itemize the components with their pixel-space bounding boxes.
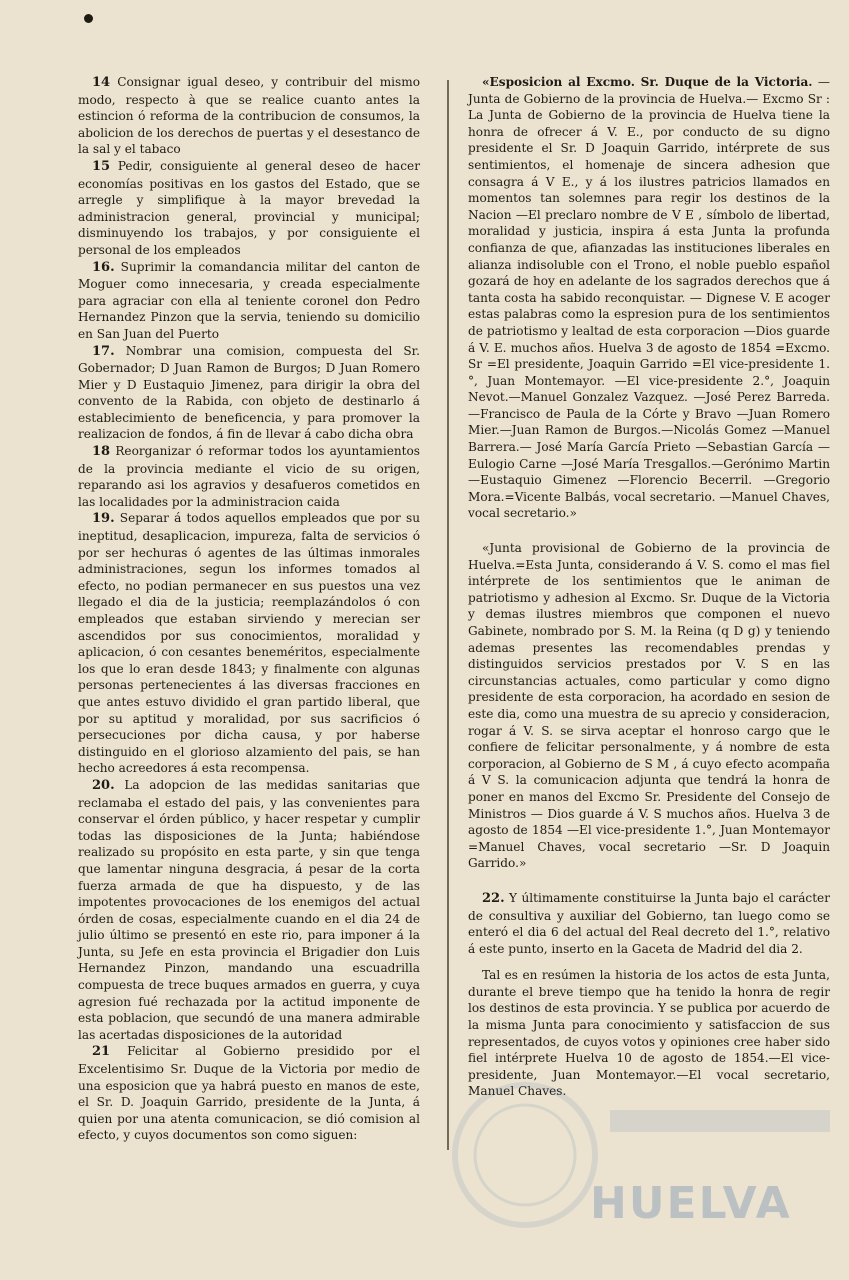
exposicion-body: —Junta de Gobierno de la provincia de Huelva.— Excmo Sr : La Junta de Gobierno de la provincia de Huelva tiene la honra de ofrecer á V. E., por conducto de su digno presidente el Sr. D Joaquin Garrido, intérprete de sus sentimientos, el homenaje de sincera adhesion que consagra á V E., y á los ilustres patricios llamados en momentos tan solemnes para regir los destinos de la Nacion —El preclaro nombre de V E , símbolo de libertad, moralidad y justicia, inspira á esta Junta la profunda confianza de que, afianzadas las instituciones liberales en alianza indisoluble con el Trono, el noble pueblo español gozará de hoy en adelante de los sagrados derechos que á tanta costa ha sabido reconquistar. — Dignese V. E acoger estas palabras como la espresion pura de los sentimientos de patriotismo y lealtad de esta corporacion —Dios guarde á V. E. muchos años. Huelva 3 de agosto de 1854 =Excmo. Sr =El presidente, Joaquin Garrido =El vice-presidente 1.°, Juan Montemayor. —El vice-presidente 2.°, Joaquin Nevot.—Manuel Gonzalez Vazquez. —José Perez Barreda.—Francisco de Paula de la Córte y Bravo —Juan Romero Mier.—Juan Ramon de Burgos.—Nicolás Gomez —Manuel Barrera.— José María García Prieto —Sebastian García —Eulogio Carne —José María Tresgallos.—Gerónimo Martin —Eustaquio Gimenez —Florencio Becerril. —Gregorio Mora.=Vicente Balbás, vocal secretario. —Manuel Chaves, vocal secretario.» xyxy=(468,75,830,521)
item-15: 15 Pedir, consiguiente al general deseo de hacer economías positivas en los gastos del Estado, que se arregle y simplifique à la mayor brevedad la administracion general, provincial y municipal; disminuyendo los trabajos, y por consiguiente el personal de los empleados xyxy=(78,158,420,257)
item-17: 17. Nombrar una comision, compuesta del Sr. Gobernador; D Juan Ramon de Burgos; D Juan Romero Mier y D Eustaquio Jimenez, para dirigir la obra del convento de la Rabida, con objeto de destinarlo á establecimiento de beneficencia, y para promover la realizacion de fondos, á fin de llevar á cabo dicha obra xyxy=(78,343,420,442)
closing-paragraph: Tal es en resúmen la historia de los actos de esta Junta, durante el breve tiempo que ha tenido la honra de regir los destinos de esta provincia. Y se publica por acuerdo de la misma Junta para conocimiento y satisfaccion de sus representados, de cuyos votos y opiniones cree haber sido fiel intérprete Huelva 10 de agosto de 1854.—El vice-presidente, Juan Montemayor.—El vocal secretario, Manuel Chaves. xyxy=(468,968,830,1099)
exposicion-heading: «Esposicion al Excmo. Sr. Duque de la Victoria. xyxy=(482,75,813,89)
item-19: 19. Separar á todos aquellos empleados que por su ineptitud, desaplicacion, impureza, falta de servicios ó por ser hechuras ó agentes de las últimas inmorales administraciones, segun los informes tomados al efecto, no podian permanecer en sus puestos una vez llegado el dia de la justicia; reemplazándolos ó con empleados que estaban sirviendo y merecian ser ascendidos por sus conocimientos, moralidad y aplicacion, ó con cesantes beneméritos, especialmente los que lo eran desde 1843; y finalmente con algunas personas pertenecientes á las diversas fracciones en que antes estuvo dividido el gran partido liberal, que por su aptitud y moralidad, por sus sacrificios ó persecuciones por dicha causa, y por haberse distinguido en el glorioso alzamiento del pais, se han hecho acreedores á esta recompensa. xyxy=(78,511,420,776)
exposicion-paragraph xyxy=(468,74,830,522)
ink-dot xyxy=(84,14,93,23)
left-column xyxy=(78,74,420,1144)
item-16: 16. Suprimir la comandancia militar del canton de Moguer como innecesaria, y creada especialmente para agraciar con ella al teniente coronel don Pedro Hernandez Pinzon que la servia, teniendo su domicilio en San Juan del Puerto xyxy=(78,259,420,341)
item-21: 21 Felicitar al Gobierno presidido por el Excelentisimo Sr. Duque de la Victoria por medio de una esposicion que ya habrá puesto en manos de este, el Sr. D. Joaquin Garrido, presidente de la Junta, á quien por una atenta comunicacion, se dió comision al efecto, y cuyos documentos son como siguen: xyxy=(78,1044,420,1143)
column-divider xyxy=(447,80,449,1150)
item-18: 18 Reorganizar ó reformar todos los ayuntamientos de la provincia mediante el vicio de su origen, reparando asi los agravios y desafueros cometidos en las localidades por la administracion caida xyxy=(78,444,420,509)
watermark-text: HUELVA xyxy=(590,1178,792,1229)
right-column xyxy=(468,74,830,1100)
item-22: 22. Y últimamente constituirse la Junta bajo el carácter de consultiva y auxiliar del Gobierno, tan luego como se enteró el dia 6 del actual del Real decreto del 1.°, relativo á este punto, inserto en la Gaceta de Madrid del dia 2. xyxy=(468,890,830,956)
item-14: 14 Consignar igual deseo, y contribuir del mismo modo, respecto à que se realice cuanto antes la estincion ó reforma de la contribucion de consumos, la abolicion de los derechos de puertas y el desestanco de la sal y el tabaco xyxy=(78,75,420,157)
item-20: 20. La adopcion de las medidas sanitarias que reclamaba el estado del pais, y las convenientes para conservar el órden público, y hacer respetar y cumplir todas las disposiciones de la Junta; habiéndose realizado su propósito en esta parte, y sin que tenga que lamentar ninguna desgracia, á pesar de la corta fuerza armada de que ha dispuesto, y de las impotentes provocaciones de los enemigos del actual órden de cosas, especialmente cuando en el dia 24 de julio último se presentó en este rio, para imponer á la Junta, su Jefe en esta provincia el Brigadier don Luis Hernandez Pinzon, mandando una escuadrilla compuesta de trece buques armados en guerra, y cuya agresion fué rechazada por la actitud imponente de esta poblacion, que secundó de una manera admirable las acertadas disposiciones de la autoridad xyxy=(78,777,420,1042)
junta-paragraph: «Junta provisional de Gobierno de la provincia de Huelva.=Esta Junta, considerando á V. S. como el mas fiel intérprete de los sentimientos que le animan de patriotismo y adhesion al Excmo. Sr. Duque de la Victoria y demas ilustres miembros que componen el nuevo Gabinete, nombrado por S. M. la Reina (q D g) y teniendo ademas presentes las recomendables prendas y distinguidos servicios prestados por V. S en las circunstancias actuales, como particular y como digno presidente de esta corporacion, ha acordado en sesion de este dia, como una muestra de su aprecio y consideracion, rogar á V. S. se sirva aceptar el honroso cargo que le confiere de felicitar personalmente, y á nombre de esta corporacion, al Gobierno de S M , á cuyo efecto acompaña á V S. la comunicacion adjunta que tendrá la honra de poner en manos del Excmo Sr. Presidente del Consejo de Ministros — Dios guarde á V. S muchos años. Huelva 3 de agosto de 1854 —El vice-presidente 1.°, Juan Montemayor =Manuel Chaves, vocal secretario —Sr. D Joaquin Garrido.» xyxy=(468,541,830,871)
